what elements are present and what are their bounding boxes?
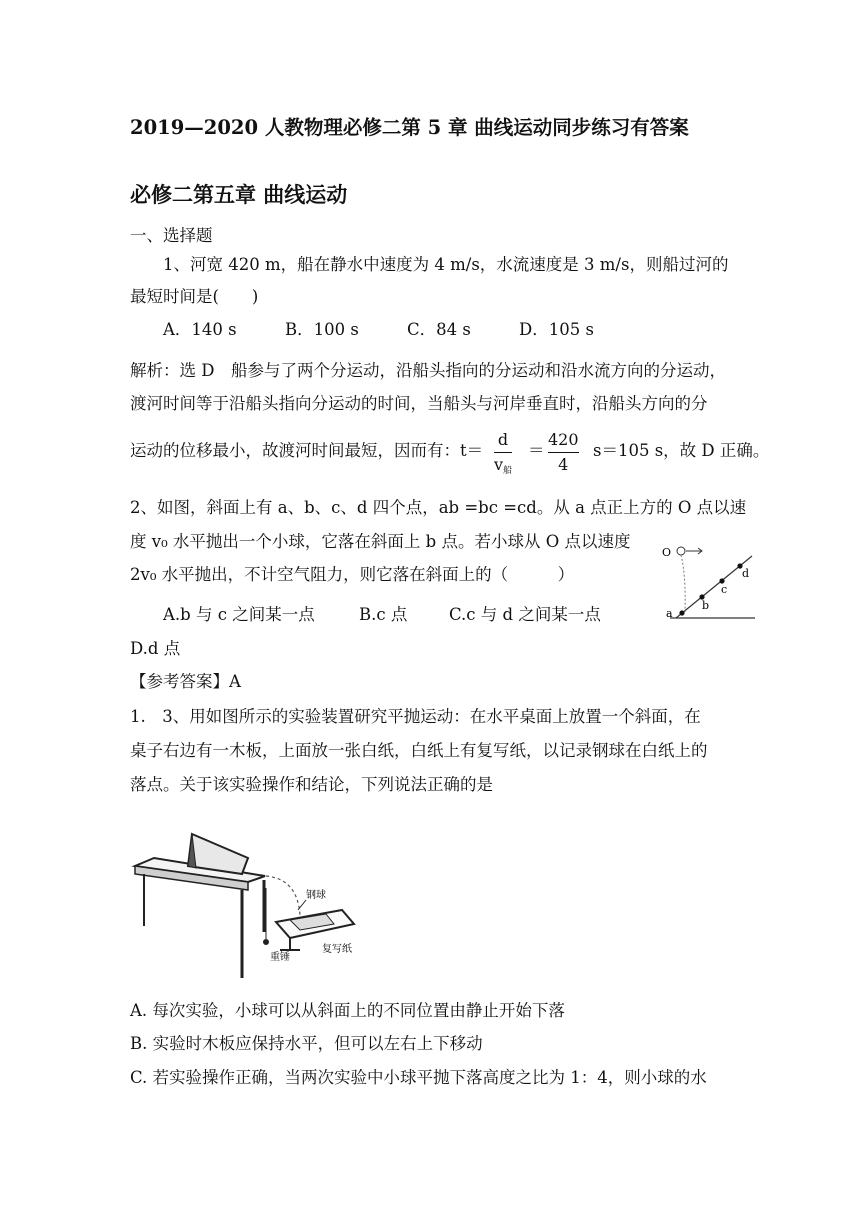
q2-options <box>163 605 601 625</box>
fraction-420-over-4 <box>548 430 579 474</box>
chapter-title: 必修二第五章 曲线运动 <box>130 182 348 207</box>
q3-choice-b: B. 实验时木板应保持水平，但可以左右上下移动 <box>130 1034 483 1053</box>
label-a: a <box>666 607 673 620</box>
q1-option-d: D．105 s <box>519 320 594 339</box>
q3-choice-c: C. 若实验操作正确，当两次实验中小球平抛下落高度之比为 1：4，则小球的水 <box>130 1068 707 1087</box>
ball-trajectory <box>266 876 300 916</box>
q1-text-line2: 最短时间是( ) <box>130 287 259 306</box>
q1-option-b: B．100 s <box>285 320 359 339</box>
document-title: 2019—2020 人教物理必修二第 5 章 曲线运动同步练习有答案 <box>130 116 689 139</box>
q2-option-d: D.d 点 <box>130 639 181 658</box>
q3-text-line2: 桌子右边有一木板，上面放一张白纸，白纸上有复写纸，以记录钢球在白纸上的 <box>130 741 708 760</box>
fraction-bar <box>494 452 512 453</box>
label-plumb: 重锤 <box>270 952 290 963</box>
incline-ramp <box>188 834 248 874</box>
label-o: O <box>662 546 672 559</box>
equals-sign: ＝ <box>528 441 545 460</box>
fraction-numerator: d <box>497 430 509 449</box>
q2-text-line1: 2、如图，斜面上有 a、b、c、d 四个点，ab =bc =cd。从 a 点正上方的 O 点以速 <box>130 498 747 517</box>
trajectory-path <box>681 555 685 612</box>
incline-figure <box>660 540 760 625</box>
q1-analysis-line2: 渡河时间等于沿船头指向分运动的时间，当船头与河岸垂直时，沿船头方向的分 <box>130 394 708 413</box>
q3-text-line3: 落点。关于该实验操作和结论，下列说法正确的是 <box>130 775 493 794</box>
label-carbon-paper: 复写纸 <box>322 944 352 955</box>
q2-answer: 【参考答案】A <box>130 672 241 691</box>
q1-option-a: A．140 s <box>163 320 237 339</box>
fraction-numerator: 420 <box>548 430 579 449</box>
q3-text-line1: 1. 3、用如图所示的实验装置研究平抛运动：在水平桌面上放置一个斜面，在 <box>130 707 701 726</box>
section-heading: 一、选择题 <box>130 226 213 245</box>
fraction-bar <box>548 452 579 453</box>
fraction-denominator: $v_船$ <box>494 455 513 476</box>
plumb-bob <box>263 939 269 945</box>
q1-analysis-line1: 解析：选 D 船参与了两个分运动，沿船头指向的分运动和沿水流方向的分运动， <box>130 361 726 380</box>
launch-ball <box>677 547 685 555</box>
q2-text-line3: 2v₀ 水平抛出，不计空气阻力，则它落在斜面上的（ ） <box>130 565 575 584</box>
q1-options <box>163 320 594 340</box>
q1-option-c: C．84 s <box>407 320 471 339</box>
q2-option-b: B.c 点 <box>359 605 408 624</box>
q2-text-line2: 度 v₀ 水平抛出一个小球，它落在斜面上 b 点。若小球从 O 点以速度 <box>130 532 631 551</box>
label-b: b <box>702 599 710 612</box>
q2-option-c: C.c 与 d 之间某一点 <box>449 605 601 624</box>
ball-label-leader <box>298 900 306 910</box>
label-d: d <box>742 567 750 580</box>
q1-analysis-line3-post: s＝105 s，故 D 正确。 <box>593 441 770 460</box>
q1-text-line1: 1、河宽 420 m，船在静水中速度为 4 m/s，水流速度是 3 m/s，则船过河的 <box>163 255 729 274</box>
fraction-d-over-v <box>494 430 512 476</box>
q1-analysis-line3-pre: 运动的位移最小，故渡河时间最短，因而有：t＝ <box>130 441 484 460</box>
point-a <box>679 610 684 615</box>
experiment-apparatus-figure <box>130 824 365 984</box>
q2-option-a: A.b 与 c 之间某一点 <box>163 605 315 624</box>
q3-choice-a: A. 每次实验，小球可以从斜面上的不同位置由静止开始下落 <box>130 1001 565 1020</box>
label-c: c <box>721 583 728 596</box>
label-ball: 钢球 <box>306 890 326 901</box>
q1-analysis-line3 <box>130 441 483 461</box>
fraction-denominator: 4 <box>558 455 569 474</box>
